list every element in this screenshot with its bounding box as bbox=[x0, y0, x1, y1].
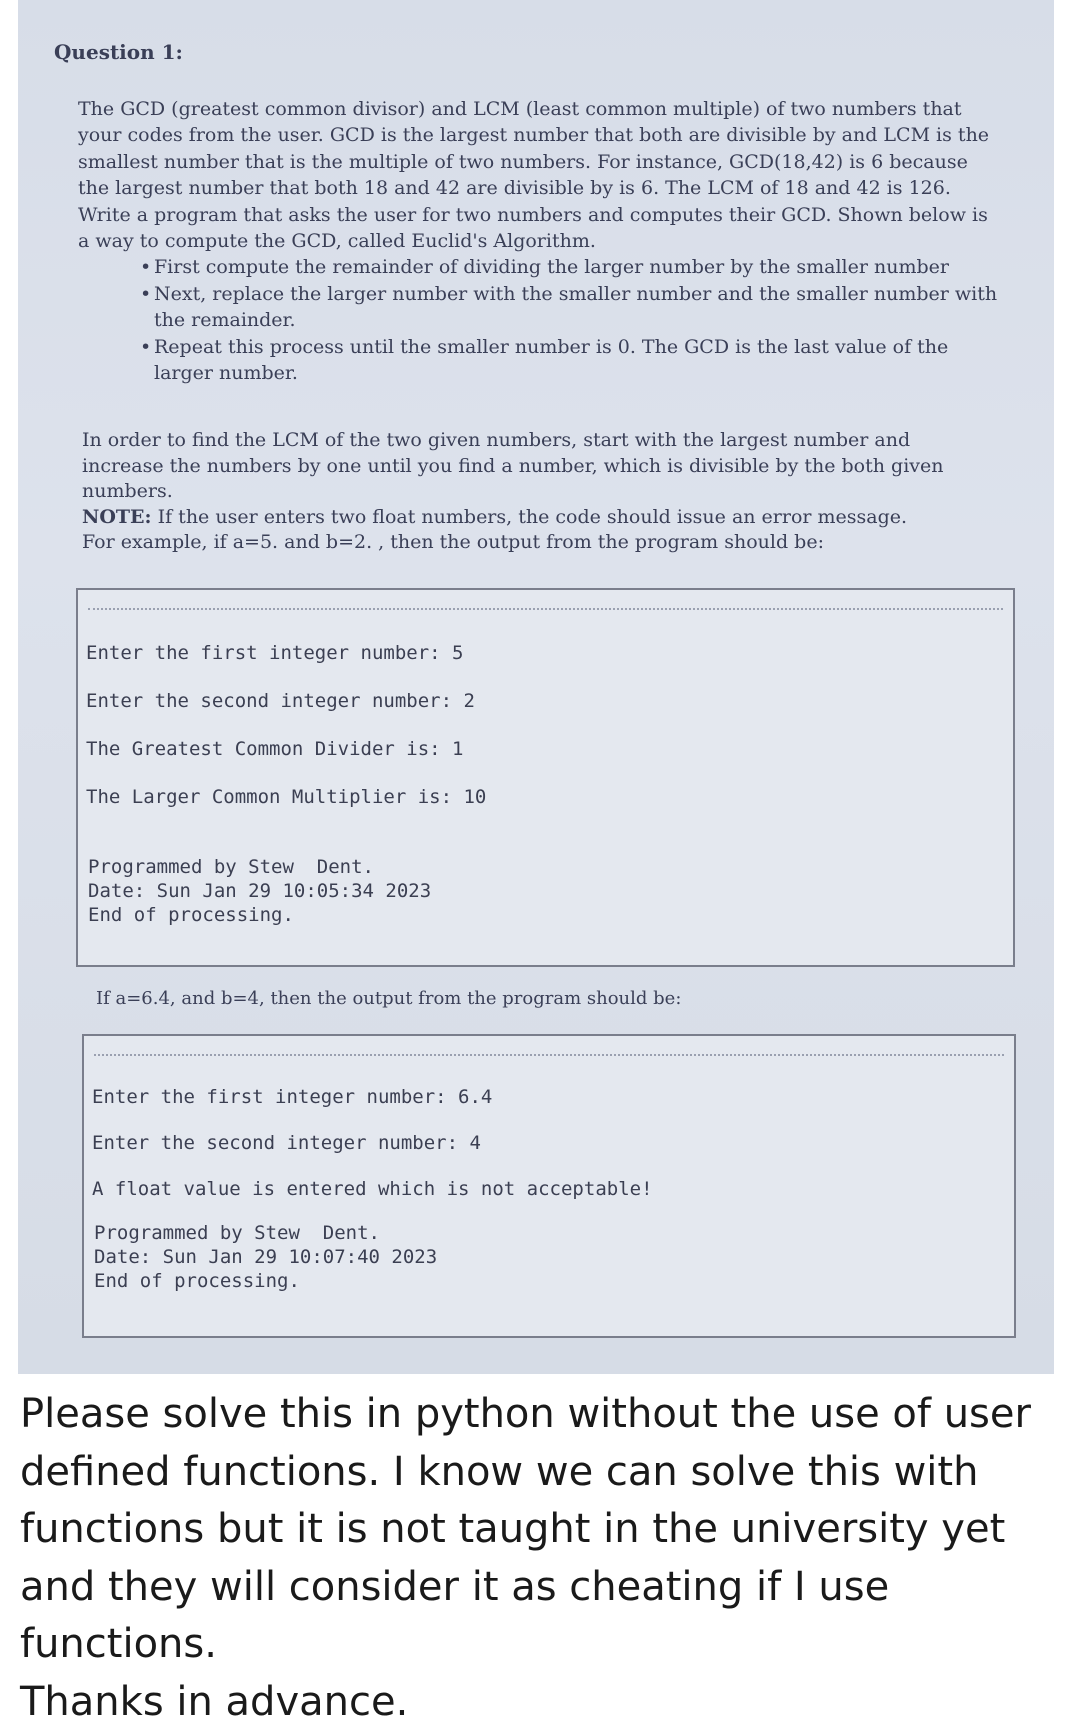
lcm-paragraph: In order to find the LCM of the two given numbers, start with the largest number and increase the numbers by one until you find a number, which is divisible by the both given numbers. bbox=[82, 429, 944, 502]
console-divider bbox=[94, 1054, 1004, 1056]
intro-paragraph: The GCD (greatest common divisor) and LCM (least common multiple) of two numbers that your codes from the user. GCD is the largest number that both are divisible by and LCM is the smallest number that is the multiple of two numbers. For instance, GCD(18,42) is 6 because the largest number that both 18 and 42 are divisible by is 6. The LCM of 18 and 42 is 126. Write a program that asks the user for two numbers and computes their GCD. Shown below is a way to compute the GCD, called Euclid's Algorithm. bbox=[78, 98, 990, 253]
step-item: • First compute the remainder of dividing the larger number by the smaller number bbox=[140, 256, 949, 279]
note-label: NOTE: bbox=[82, 505, 152, 528]
console-divider bbox=[88, 608, 1003, 610]
programmer-line: Programmed by Stew Dent. bbox=[94, 1222, 380, 1244]
step-text: Next, replace the larger number with the smaller number and the smaller number with the remainder. bbox=[154, 282, 998, 332]
prompt-second: Enter the second integer number: 2 bbox=[86, 690, 475, 712]
step-text: First compute the remainder of dividing the larger number by the smaller number bbox=[154, 256, 949, 279]
prompt-second: Enter the second integer number: 4 bbox=[92, 1132, 481, 1154]
programmer-line: Programmed by Stew Dent. bbox=[88, 856, 374, 878]
question-photo bbox=[18, 0, 1054, 1374]
euclid-steps bbox=[78, 254, 998, 386]
prompt-first: Enter the first integer number: 6.4 bbox=[92, 1086, 493, 1108]
date-line: Date: Sun Jan 29 10:05:34 2023 bbox=[88, 880, 432, 902]
step-item: • Repeat this process until the smaller number is 0. The GCD is the last value of the larger number. bbox=[140, 335, 949, 385]
example1-label: For example, if a=5. and b=2. , then the output from the program should be: bbox=[82, 531, 824, 553]
prompt-first: Enter the first integer number: 5 bbox=[86, 642, 464, 664]
gcd-output: The Greatest Common Divider is: 1 bbox=[86, 738, 464, 760]
caption-thanks: Thanks in advance. bbox=[20, 1678, 409, 1725]
lcm-instructions bbox=[82, 428, 982, 556]
note-line bbox=[82, 505, 982, 531]
caption-request: Please solve this in python without the use of user defined functions. I know we can solve this with functions but it is not taught in the university yet and they will consider it as cheating if I use functions. bbox=[20, 1391, 1031, 1668]
example2-console bbox=[82, 1034, 1016, 1338]
date-line: Date: Sun Jan 29 10:07:40 2023 bbox=[94, 1246, 438, 1268]
end-line: End of processing. bbox=[94, 1270, 300, 1292]
note-text: If the user enters two float numbers, the code should issue an error message. bbox=[151, 505, 908, 528]
error-output: A float value is entered which is not acceptable! bbox=[92, 1178, 653, 1200]
question-body bbox=[78, 96, 998, 386]
step-text: Repeat this process until the smaller number is 0. The GCD is the last value of the larger number. bbox=[154, 335, 949, 385]
question-title: Question 1: bbox=[54, 40, 183, 64]
post-caption bbox=[20, 1386, 1060, 1732]
lcm-output: The Larger Common Multiplier is: 10 bbox=[86, 786, 487, 808]
step-item: • Next, replace the larger number with the smaller number and the smaller number with the remainder. bbox=[140, 282, 998, 332]
example1-console bbox=[76, 588, 1015, 967]
example2-label: If a=6.4, and b=4, then the output from the program should be: bbox=[96, 988, 682, 1009]
end-line: End of processing. bbox=[88, 904, 294, 926]
